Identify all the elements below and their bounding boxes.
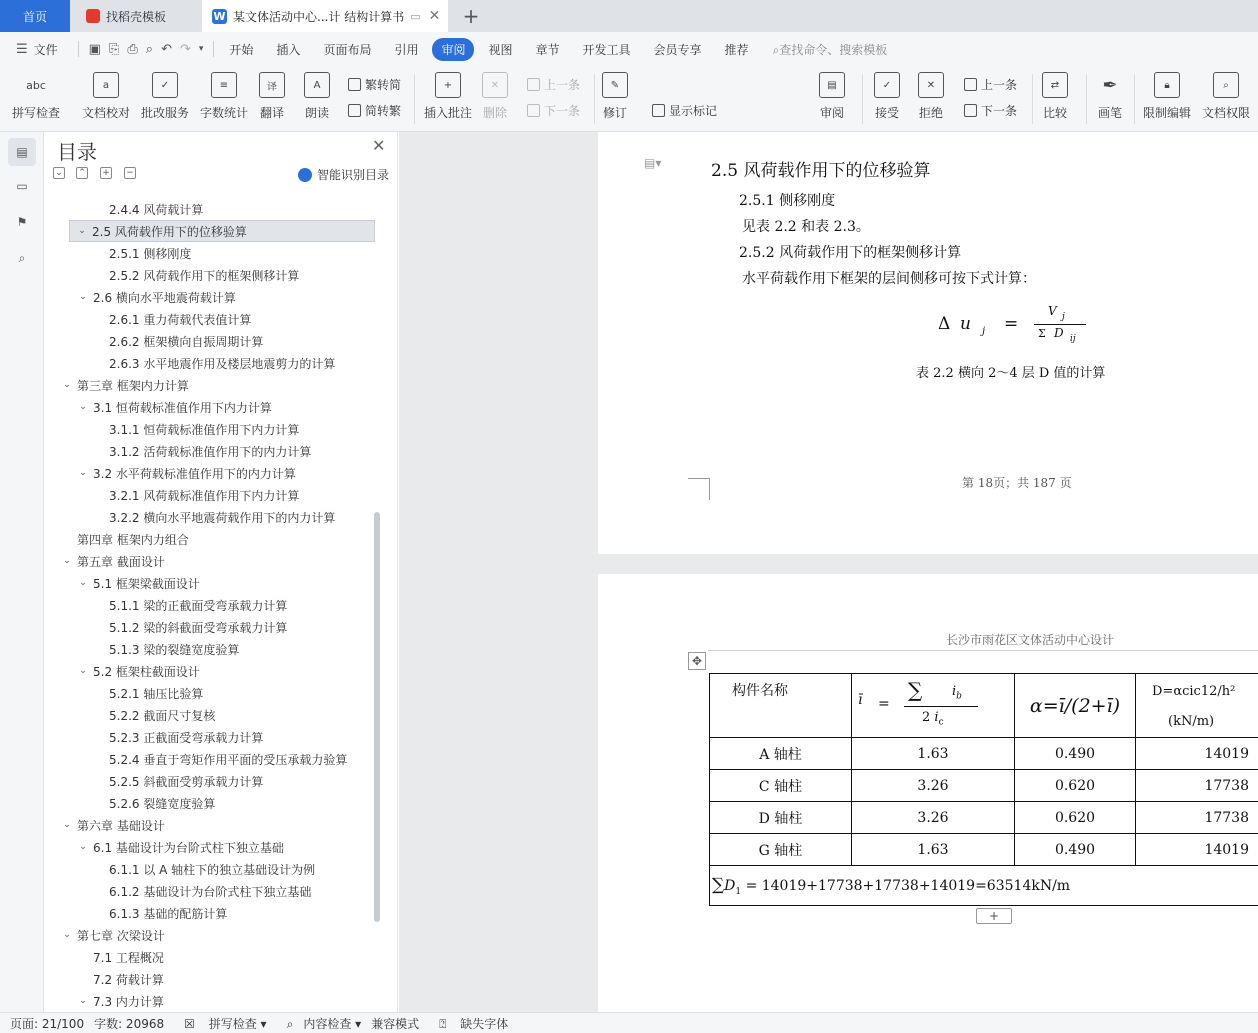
toc-item-label: 5.2.1 轴压比验算 xyxy=(109,686,204,701)
menu-start[interactable]: 开始 xyxy=(229,42,254,57)
simp-to-trad-button[interactable] xyxy=(348,102,401,119)
toc-item[interactable] xyxy=(45,374,385,396)
table-move-icon[interactable]: ✥ xyxy=(688,652,706,670)
toc-item[interactable] xyxy=(45,880,385,902)
read-aloud-icon: A xyxy=(304,72,330,98)
word-count[interactable]: 字数: 20968 xyxy=(94,1016,165,1031)
table-cell: 0.490 xyxy=(1015,834,1136,866)
pen-button[interactable] xyxy=(1097,72,1123,121)
word-count-label: 字数统计 xyxy=(200,106,249,120)
chevron-down-icon[interactable]: ⌄ xyxy=(79,996,87,1006)
page-header: 长沙市雨花区文体活动中心设计 xyxy=(946,633,1115,647)
track-changes-label: 修订 xyxy=(602,106,627,120)
tab-document-label: 某文体活动中心...计 结构计算书 xyxy=(233,9,405,24)
compare-button[interactable] xyxy=(1042,72,1068,121)
toc-item-label: 5.2.4 垂直于弯矩作用平面的受压承载力验算 xyxy=(109,752,348,767)
prev-icon xyxy=(527,78,540,91)
toc-item[interactable] xyxy=(45,462,385,484)
toc-title: 目录 xyxy=(57,140,97,164)
menu-review[interactable]: 审阅 xyxy=(432,38,474,61)
prev-change-label: 上一条 xyxy=(981,78,1018,92)
delete-comment-label: 删除 xyxy=(482,106,507,120)
drift-formula: Δ u j = V j Σ D ij xyxy=(938,298,1098,348)
menu-member[interactable]: 会员专享 xyxy=(653,42,702,57)
close-tab-icon[interactable]: ✕ xyxy=(428,8,441,24)
col-header-i: ī = ∑ $i_b$ 2 $i_c$ xyxy=(852,674,1015,738)
simp-to-trad-label: 简转繁 xyxy=(365,104,402,118)
batch-icon: ✓ xyxy=(152,72,178,98)
status-content-label: 内容检查 xyxy=(303,1016,352,1031)
toc-item[interactable] xyxy=(69,220,375,242)
toc-item-label: 7.2 荷载计算 xyxy=(93,972,164,987)
toc-item-label: 2.6.2 框架横向自振周期计算 xyxy=(109,334,264,349)
add-row-button[interactable]: + xyxy=(976,908,1012,924)
menu-reference[interactable]: 引用 xyxy=(394,42,419,57)
track-changes-button[interactable] xyxy=(602,72,628,121)
menu-section[interactable]: 章节 xyxy=(535,42,560,57)
toc-item-label: 5.2.3 正截面受弯承载力计算 xyxy=(109,730,264,745)
toc-item[interactable] xyxy=(45,924,385,946)
toc-item-label: 第七章 次梁设计 xyxy=(77,928,165,943)
chevron-down-icon[interactable]: ⌄ xyxy=(79,666,87,676)
toc-item[interactable] xyxy=(45,660,385,682)
toc-item[interactable] xyxy=(45,616,385,638)
save-icon[interactable]: ▣ xyxy=(88,41,101,57)
review-pane-icon: ▤ xyxy=(819,72,845,98)
tab-document[interactable] xyxy=(202,0,448,32)
next-icon xyxy=(527,104,540,117)
toc-item-label: 6.1.2 基础设计为台阶式柱下独立基础 xyxy=(109,884,312,899)
toc-item-label: 第四章 框架内力组合 xyxy=(77,532,189,547)
toc-item[interactable] xyxy=(45,484,385,506)
trad-to-simp-button[interactable] xyxy=(348,76,401,93)
pen-label: 画笔 xyxy=(1097,106,1122,120)
toc-item-label: 2.5 风荷载作用下的位移验算 xyxy=(92,224,247,239)
status-spell-label: 拼写检查 xyxy=(208,1016,257,1031)
toc-item[interactable] xyxy=(45,528,385,550)
menu-dev[interactable]: 开发工具 xyxy=(582,42,631,57)
prev-change-button[interactable] xyxy=(964,76,1017,93)
add-level-icon[interactable]: + xyxy=(100,167,112,179)
doc-rights-label: 文档权限 xyxy=(1202,106,1251,120)
status-spell-check[interactable]: ☒ 拼写检查 ▾ xyxy=(184,1016,267,1031)
window-icon[interactable]: ▭ xyxy=(410,9,421,23)
export-icon[interactable]: ⎘ xyxy=(108,41,120,57)
table-row xyxy=(710,834,1258,866)
toc-item-label: 5.2.5 斜截面受剪承载力计算 xyxy=(109,774,264,789)
col-header-d xyxy=(1136,674,1258,738)
toc-item[interactable] xyxy=(45,968,385,990)
toc-list xyxy=(45,198,385,1008)
status-content-check[interactable]: ⌕ 内容检查 ▾ xyxy=(286,1016,362,1031)
toc-item-label: 6.1.3 基础的配筋计算 xyxy=(109,906,228,921)
divider xyxy=(78,41,79,57)
help-icon: ⍰ xyxy=(439,1016,447,1031)
table-row xyxy=(710,802,1258,834)
toc-item[interactable] xyxy=(45,198,385,220)
review-label: 审阅 xyxy=(819,106,844,120)
divider xyxy=(1032,74,1033,124)
smart-toc-icon xyxy=(298,168,312,182)
doc-rights-button[interactable] xyxy=(1202,72,1250,121)
tab-bar xyxy=(0,0,1258,32)
next-change-button[interactable] xyxy=(964,102,1017,119)
chevron-down-icon[interactable]: ⌄ xyxy=(63,930,71,940)
table-cell: G 轴柱 xyxy=(710,834,852,866)
insert-comment-label: 插入批注 xyxy=(424,106,473,120)
table-cell: C 轴柱 xyxy=(710,770,852,802)
document-canvas[interactable] xyxy=(399,132,1258,1012)
toc-item[interactable] xyxy=(45,418,385,440)
delete-comment-button[interactable] xyxy=(482,72,508,121)
toc-item-label: 5.1.3 梁的裂缝宽度验算 xyxy=(109,642,240,657)
toc-item-label: 2.6 横向水平地震荷载计算 xyxy=(93,290,236,305)
content-check-icon: ⌕ xyxy=(286,1016,294,1031)
toc-item[interactable] xyxy=(45,748,385,770)
insert-comment-button[interactable] xyxy=(424,72,472,121)
chevron-down-icon[interactable]: ⌄ xyxy=(63,556,71,566)
compare-icon: ⇄ xyxy=(1042,72,1068,98)
toc-item[interactable] xyxy=(45,308,385,330)
col-header-d-formula: D=αcic12/h² xyxy=(1152,684,1236,699)
docer-logo-icon xyxy=(86,9,100,23)
doc-proof-label: 文档校对 xyxy=(82,106,131,120)
read-aloud-label: 朗读 xyxy=(304,106,329,120)
toc-item[interactable] xyxy=(45,330,385,352)
toc-item-label: 第三章 框架内力计算 xyxy=(77,378,189,393)
show-markup-icon xyxy=(652,104,665,117)
toc-item[interactable] xyxy=(45,572,385,594)
table-cell: 0.620 xyxy=(1015,770,1136,802)
collapse-all-icon[interactable]: ⌄ xyxy=(53,167,65,179)
next-comment-label: 下一条 xyxy=(544,104,581,118)
print-icon[interactable]: ⎙ xyxy=(127,41,138,57)
table-cell: 1.63 xyxy=(852,738,1015,770)
menu-file[interactable]: 文件 xyxy=(33,42,58,57)
compat-mode: 兼容模式 xyxy=(371,1016,420,1031)
subsection-heading: 2.5.1 侧移刚度 xyxy=(739,193,836,209)
chevron-down-icon[interactable]: ⌄ xyxy=(79,292,87,302)
toc-item[interactable] xyxy=(45,396,385,418)
chevron-down-icon[interactable]: ⌄ xyxy=(79,468,87,478)
toc-item[interactable] xyxy=(45,440,385,462)
toc-item-label: 5.1.2 梁的斜截面受弯承载力计算 xyxy=(109,620,288,635)
spell-check-icon: abc xyxy=(26,78,46,92)
col-header-name: 构件名称 xyxy=(710,674,852,738)
page-indicator[interactable]: 页面: 21/100 xyxy=(10,1016,85,1031)
toc-panel xyxy=(45,132,398,1012)
simp-trad-icon xyxy=(348,104,361,117)
spell-check-button[interactable] xyxy=(12,72,60,121)
command-search[interactable] xyxy=(773,41,888,58)
show-markup-label: 显示标记 xyxy=(669,104,718,118)
subsection-heading: 2.5.2 风荷载作用下的框架侧移计算 xyxy=(739,245,962,261)
sum-value: = 14019+17738+17738+14019=63514kN/m xyxy=(745,877,1071,894)
accept-label: 接受 xyxy=(874,106,899,120)
read-aloud-button[interactable] xyxy=(304,72,330,121)
hamburger-icon[interactable]: ☰ xyxy=(16,41,28,57)
toc-item-label: 2.4.4 风荷载计算 xyxy=(109,202,204,217)
toc-item-label: 7.3 内力计算 xyxy=(93,994,164,1008)
status-bar xyxy=(0,1012,1258,1033)
table-cell: A 轴柱 xyxy=(710,738,852,770)
bookmark-icon[interactable]: ⚑ xyxy=(16,215,28,229)
toc-item-label: 3.2.1 风荷载标准值作用下内力计算 xyxy=(109,488,300,503)
toc-item-label: 第五章 截面设计 xyxy=(77,554,165,569)
remove-level-icon[interactable]: − xyxy=(124,167,136,179)
paragraph: 水平荷载作用下框架的层间侧移可按下式计算： xyxy=(742,271,1036,287)
toc-item[interactable] xyxy=(45,550,385,572)
toc-item[interactable] xyxy=(45,352,385,374)
next-comment-button[interactable] xyxy=(527,102,580,119)
chevron-down-icon[interactable]: ⌄ xyxy=(63,820,71,830)
toc-item[interactable] xyxy=(45,902,385,924)
batch-service-button[interactable] xyxy=(141,72,189,121)
next-change-icon xyxy=(964,104,977,117)
spell-check-label: 拼写检查 xyxy=(12,106,61,120)
col-header-alpha: α=ī/(2+ī) xyxy=(1015,674,1136,738)
track-changes-icon: ✎ xyxy=(602,72,628,98)
preview-icon[interactable]: ⌕ xyxy=(145,41,154,57)
nav-icon-strip xyxy=(0,132,44,1012)
toc-scrollbar[interactable] xyxy=(374,512,380,922)
lock-icon: 🔒︎ xyxy=(1154,72,1180,98)
menu-insert[interactable]: 插入 xyxy=(276,42,301,57)
d-value-table[interactable] xyxy=(709,673,1258,906)
table-cell: 17738 xyxy=(1136,770,1258,802)
toc-item[interactable] xyxy=(45,264,385,286)
undo-icon[interactable]: ↶ xyxy=(161,41,172,57)
review-button[interactable] xyxy=(819,72,845,121)
trad-to-simp-label: 繁转简 xyxy=(365,78,402,92)
toc-item[interactable] xyxy=(45,770,385,792)
table-cell: 17738 xyxy=(1136,802,1258,834)
toc-item[interactable] xyxy=(45,836,385,858)
tab-home[interactable] xyxy=(0,0,70,32)
word-count-icon: ≡ xyxy=(211,72,237,98)
tab-home-label: 首页 xyxy=(22,9,47,24)
table-cell: 3.26 xyxy=(852,802,1015,834)
doc-rights-icon: ⌕ xyxy=(1213,72,1239,98)
header-rule xyxy=(708,650,1258,651)
toc-item-label: 6.1 基础设计为台阶式柱下独立基础 xyxy=(93,840,284,855)
word-count-button[interactable] xyxy=(200,72,248,121)
expand-up-icon[interactable]: ⌃ xyxy=(76,167,88,179)
toc-item[interactable] xyxy=(45,594,385,616)
toc-item[interactable] xyxy=(45,990,385,1008)
menu-recommend[interactable]: 推荐 xyxy=(724,42,749,57)
reject-label: 拒绝 xyxy=(918,106,943,120)
prev-comment-label: 上一条 xyxy=(544,78,581,92)
doc-proof-button[interactable] xyxy=(82,72,130,121)
prev-comment-button[interactable] xyxy=(527,76,580,93)
compare-label: 比较 xyxy=(1042,106,1067,120)
batch-service-label: 批改服务 xyxy=(141,106,190,120)
toc-item-label: 5.2 框架柱截面设计 xyxy=(93,664,200,679)
toc-item[interactable] xyxy=(45,814,385,836)
smart-toc-button[interactable] xyxy=(298,166,389,183)
translate-icon: 译 xyxy=(259,72,285,98)
next-change-label: 下一条 xyxy=(981,104,1018,118)
translate-button[interactable] xyxy=(259,72,285,121)
spell-toggle-icon: ☒ xyxy=(184,1016,195,1031)
toc-item-label: 3.2.2 横向水平地震荷载作用下的内力计算 xyxy=(109,510,336,525)
table-cell: 14019 xyxy=(1136,834,1258,866)
toc-item-label: 2.5.2 风荷载作用下的框架侧移计算 xyxy=(109,268,300,283)
table-cell: 0.490 xyxy=(1015,738,1136,770)
smart-toc-label: 智能识别目录 xyxy=(317,168,390,182)
command-search-label: 查找命令、搜索模板 xyxy=(779,42,888,57)
chevron-down-icon[interactable]: ⌄ xyxy=(79,842,87,852)
col-header-d-unit: (kN/m) xyxy=(1168,714,1215,729)
ribbon-review xyxy=(0,66,1258,132)
divider xyxy=(594,74,595,124)
toc-item-label: 3.1 恒荷载标准值作用下内力计算 xyxy=(93,400,272,415)
paragraph-options-icon[interactable]: ▤▾ xyxy=(644,156,662,170)
table-cell: 14019 xyxy=(1136,738,1258,770)
divider xyxy=(1086,74,1087,124)
pen-icon: ✒ xyxy=(1102,74,1118,96)
toc-item-label: 7.1 工程概况 xyxy=(93,950,164,965)
show-markup-button[interactable] xyxy=(652,102,717,119)
toc-item-label: 3.2 水平荷载标准值作用下的内力计算 xyxy=(93,466,296,481)
trad-simp-icon xyxy=(348,78,361,91)
toc-panel-icon[interactable]: ▤ xyxy=(8,138,36,166)
toc-item-label: 5.2.2 截面尺寸复核 xyxy=(109,708,216,723)
page-19 xyxy=(598,574,1258,1012)
paragraph: 见表 2.2 和表 2.3。 xyxy=(742,219,870,235)
close-icon[interactable]: ✕ xyxy=(372,136,386,155)
table-body xyxy=(710,738,1258,866)
toc-item-label: 5.1 框架梁截面设计 xyxy=(93,576,200,591)
new-tab-button[interactable]: + xyxy=(462,4,480,28)
search-icon[interactable]: ⌕ xyxy=(18,250,26,265)
menu-view[interactable]: 视图 xyxy=(488,42,513,57)
tab-template[interactable] xyxy=(72,0,200,32)
table-cell: D 轴柱 xyxy=(710,802,852,834)
toc-item[interactable] xyxy=(45,946,385,968)
proof-icon: a xyxy=(93,72,119,98)
section-heading: 2.5 风荷载作用下的位移验算 xyxy=(711,161,931,181)
toc-item[interactable] xyxy=(45,506,385,528)
redo-icon[interactable]: ↷ xyxy=(179,41,191,57)
table-cell: 3.26 xyxy=(852,770,1015,802)
toc-item[interactable] xyxy=(45,286,385,308)
chevron-down-icon[interactable]: ⌄ xyxy=(79,578,87,588)
page-18 xyxy=(598,132,1258,554)
chevron-down-icon[interactable]: ⌄ xyxy=(79,402,87,412)
table-cell: 0.620 xyxy=(1015,802,1136,834)
prev-change-icon xyxy=(964,78,977,91)
search-icon: ⌕ xyxy=(772,42,780,57)
accept-button[interactable] xyxy=(874,72,900,121)
toc-item-label: 5.2.6 裂缝宽度验算 xyxy=(109,796,216,811)
toc-item[interactable] xyxy=(45,638,385,660)
chevron-down-icon[interactable]: ⌄ xyxy=(63,380,71,390)
toc-item-label: 6.1.1 以 A 轴柱下的独立基础设计为例 xyxy=(109,862,316,877)
chevron-down-icon[interactable]: ⌄ xyxy=(78,226,86,236)
accept-icon: ✓ xyxy=(874,72,900,98)
table-row xyxy=(710,770,1258,802)
toc-item-label: 第六章 基础设计 xyxy=(77,818,165,833)
table-row xyxy=(710,738,1258,770)
restrict-edit-label: 限制编辑 xyxy=(1143,106,1192,120)
chevron-down-icon[interactable]: ▾ xyxy=(198,44,204,54)
toc-item-label: 3.1.1 恒荷载标准值作用下内力计算 xyxy=(109,422,300,437)
page-footer: 第 18页；共 187 页 xyxy=(962,476,1072,490)
sum-row: $\sum D_1 = 14019+17738+17738+14019=63514kN/m$ xyxy=(710,866,1258,906)
toc-item-label: 2.6.1 重力荷载代表值计算 xyxy=(109,312,252,327)
divider xyxy=(1134,74,1135,124)
comment-add-icon: + xyxy=(435,72,461,98)
page-corner-mark xyxy=(688,478,710,500)
reject-button[interactable] xyxy=(918,72,944,121)
toc-item[interactable] xyxy=(45,858,385,880)
toc-item[interactable] xyxy=(45,242,385,264)
toc-item-label: 2.5.1 侧移刚度 xyxy=(109,246,192,261)
toc-item-label: 3.1.2 活荷载标准值作用下的内力计算 xyxy=(109,444,312,459)
comment-delete-icon: ✕ xyxy=(482,72,508,98)
missing-font[interactable] xyxy=(429,1015,508,1032)
divider xyxy=(862,74,863,124)
toc-item-label: 2.6.3 水平地震作用及楼层地震剪力的计算 xyxy=(109,356,336,371)
word-doc-icon: W xyxy=(213,9,226,23)
table-caption: 表 2.2 横向 2～4 层 D 值的计算 xyxy=(916,366,1106,381)
missing-font-label: 缺失字体 xyxy=(460,1016,509,1031)
toc-item[interactable] xyxy=(45,726,385,748)
toc-item[interactable] xyxy=(45,792,385,814)
chapter-nav-icon[interactable]: ▭ xyxy=(16,179,28,193)
divider xyxy=(414,74,415,124)
divider xyxy=(213,41,214,57)
toc-item-label: 5.1.1 梁的正截面受弯承载力计算 xyxy=(109,598,288,613)
table-cell: 1.63 xyxy=(852,834,1015,866)
menu-layout[interactable]: 页面布局 xyxy=(323,42,372,57)
menu-bar xyxy=(0,32,1258,66)
toc-item[interactable] xyxy=(45,682,385,704)
toc-item[interactable] xyxy=(45,704,385,726)
translate-label: 翻译 xyxy=(259,106,284,120)
tab-template-label: 找稻壳模板 xyxy=(106,9,167,24)
reject-icon: ✕ xyxy=(918,72,944,98)
restrict-edit-button[interactable] xyxy=(1143,72,1191,121)
